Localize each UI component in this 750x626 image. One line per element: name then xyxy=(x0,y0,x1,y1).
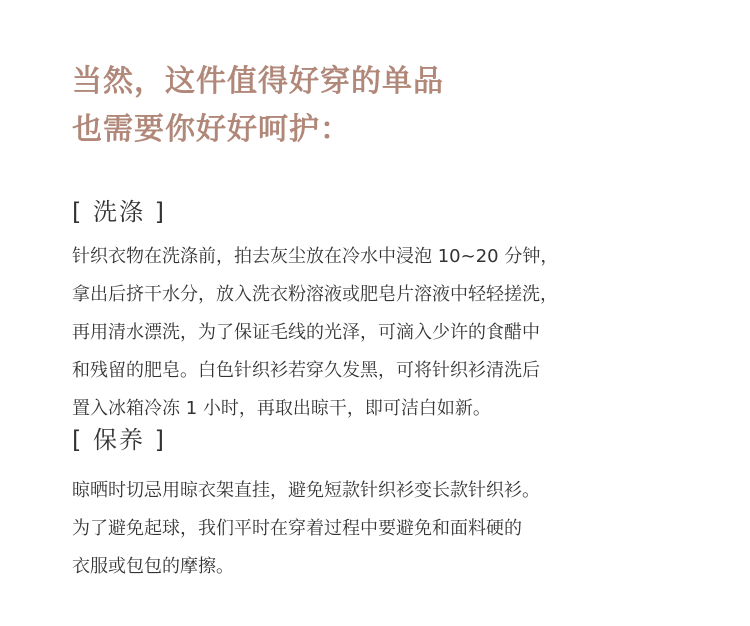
maintenance-line: 为了避免起球，我们平时在穿着过程中要避免和面料硬的 xyxy=(72,518,522,539)
maintenance-section-title: [ 保养 ] xyxy=(72,426,166,454)
maintenance-line: 衣服或包包的摩擦。 xyxy=(72,556,234,577)
washing-line: 针织衣物在洗涤前，拍去灰尘放在冷水中浸泡 10~20 分钟， xyxy=(72,246,559,267)
maintenance-paragraph xyxy=(72,472,540,586)
washing-line: 再用清水漂洗，为了保证毛线的光泽，可滴入少许的食醋中 xyxy=(72,322,540,343)
headline-line-2: 也需要你好好呵护： xyxy=(72,112,351,147)
washing-line: 置入冰箱冷冻 1 小时，再取出晾干，即可洁白如新。 xyxy=(72,398,491,419)
washing-line: 拿出后挤干水分，放入洗衣粉溶液或肥皂片溶液中轻轻搓洗， xyxy=(72,284,558,305)
washing-line: 和残留的肥皂。白色针织衫若穿久发黑，可将针织衫清洗后 xyxy=(72,360,540,381)
washing-section-title: [ 洗涤 ] xyxy=(72,198,166,226)
headline-line-1: 当然，这件值得好穿的单品 xyxy=(72,64,444,99)
washing-paragraph xyxy=(72,238,558,428)
headline xyxy=(72,58,444,154)
maintenance-line: 晾晒时切忌用晾衣架直挂，避免短款针织衫变长款针织衫。 xyxy=(72,480,540,501)
